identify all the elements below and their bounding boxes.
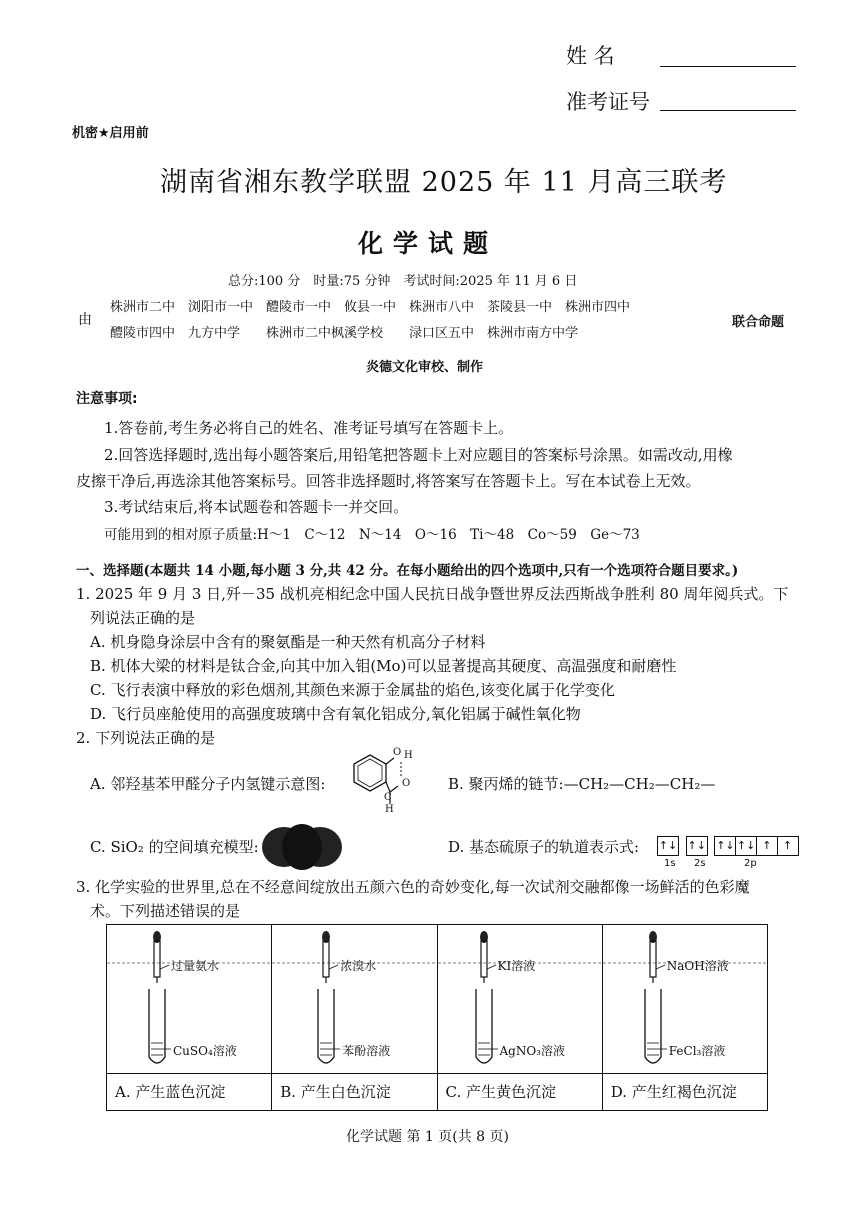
q2-option-a: A. 邻羟基苯甲醛分子内氢键示意图:: [90, 775, 326, 793]
name-label: 姓 名: [566, 44, 615, 68]
q2-option-d: D. 基态硫原子的轨道表示式:: [448, 838, 640, 856]
notice-item-1: 1.答卷前,考生务必将自己的姓名、准考证号填写在答题卡上。: [104, 419, 514, 437]
q2-option-c: C. SiO₂ 的空间填充模型:: [90, 838, 259, 856]
sulfur-orbital-diagram: [657, 834, 797, 856]
q3-stem: 3. 化学实验的世界里,总在不经意间绽放出五颜六色的奇妙变化,每一次试剂交融都像一场鲜活的色彩魔: [76, 878, 750, 896]
experiment-cell-b: [272, 925, 437, 1111]
orbital-2p-3: ↑: [756, 836, 778, 856]
name-blank: [660, 66, 796, 67]
schools-prefix: 由: [78, 312, 92, 328]
orbital-2s: ↑↓: [686, 836, 708, 856]
page-footer: 化学试题 第 1 页(共 8 页): [346, 1129, 509, 1145]
schools-suffix: 联合命题: [732, 315, 785, 330]
sio2-space-filling-model: [258, 822, 348, 872]
orbital-2p-1: ↑↓: [714, 836, 736, 856]
reagent-label-b: 浓溴水: [340, 959, 377, 973]
experiment-cell-d: [602, 925, 767, 1111]
orbital-2p-4: ↑: [777, 836, 799, 856]
solution-label-a: CuSO₄溶液: [173, 1044, 237, 1058]
exam-title: 湖南省湘东教学联盟 2025 年 11 月高三联考: [160, 167, 728, 198]
q1-stem: 1. 2025 年 9 月 3 日,歼－35 战机亮相纪念中国人民抗日战争暨世界反法西斯战争胜利 80 周年阅兵式。下: [76, 585, 789, 603]
exam-id-label: 准考证号: [566, 90, 650, 114]
section-1-heading: 一、选择题(本题共 14 小题,每小题 3 分,共 42 分。在每小题给出的四个选项中,只有一个选项符合题目要求。): [76, 563, 739, 579]
subject-title: 化学试题: [358, 229, 499, 258]
notice-item-2: 2.回答选择题时,选出每小题答案后,用铅笔把答题卡上对应题目的答案标号涂黑。如需改动,用橡: [104, 446, 733, 464]
caption-c: C. 产生黄色沉淀: [438, 1073, 602, 1110]
experiment-cell-a: [107, 925, 272, 1111]
caption-d: D. 产生红褐色沉淀: [603, 1073, 767, 1110]
struct-oxygen: O: [393, 747, 402, 758]
reagent-label-c: KI溶液: [497, 959, 536, 973]
q2-stem: 2. 下列说法正确的是: [76, 729, 216, 747]
producer: 炎德文化审校、制作: [366, 360, 484, 375]
caption-a: A. 产生蓝色沉淀: [107, 1073, 271, 1110]
q1-option-d: D. 飞行员座舱使用的高强度玻璃中含有氧化铝成分,氧化铝属于碱性氧化物: [90, 705, 581, 723]
experiment-cell-c: [437, 925, 602, 1111]
reagent-label-d: NaOH溶液: [666, 959, 729, 973]
caption-b: B. 产生白色沉淀: [272, 1073, 436, 1110]
q1-option-a: A. 机身隐身涂层中含有的聚氨酯是一种天然有机高分子材料: [90, 633, 486, 651]
q2-option-b: B. 聚丙烯的链节:—CH₂—CH₂—CH₂—: [448, 775, 716, 793]
solution-label-b: 苯酚溶液: [342, 1044, 391, 1058]
orbital-1s: ↑↓: [657, 836, 679, 856]
orbital-label-2p: 2p: [744, 858, 757, 869]
atomic-masses: 可能用到的相对原子质量:H～1 C～12 N～14 O～16 Ti～48 Co～59 Ge～73: [104, 527, 640, 543]
orbital-2p-2: ↑↓: [735, 836, 757, 856]
struct-carbon: C: [384, 792, 392, 803]
notice-item-3: 3.考试结束后,将本试题卷和答题卡一并交回。: [104, 498, 409, 516]
struct-hydrogen-bottom: H: [385, 804, 394, 815]
experiment-table: [106, 924, 768, 1111]
notice-heading: 注意事项:: [76, 391, 138, 407]
secret-label: 机密★启用前: [72, 126, 149, 141]
solution-label-c: AgNO₃溶液: [499, 1044, 565, 1058]
exam-meta: 总分:100 分 时量:75 分钟 考试时间:2025 年 11 月 6 日: [228, 274, 578, 289]
orbital-label-2s: 2s: [694, 858, 706, 869]
struct-oxygen-2: O: [402, 778, 411, 789]
q1-stem-cont: 列说法正确的是: [90, 609, 196, 627]
q3-stem-cont: 术。下列描述错误的是: [90, 902, 241, 920]
orbital-label-1s: 1s: [664, 858, 676, 869]
schools-row1: 株洲市二中 浏阳市一中 醴陵市一中 攸县一中 株洲市八中 茶陵县一中 株洲市四中: [110, 300, 631, 315]
solution-label-d: FeCl₃溶液: [668, 1044, 726, 1058]
q1-option-c: C. 飞行表演中释放的彩色烟剂,其颜色来源于金属盐的焰色,该变化属于化学变化: [90, 681, 616, 699]
struct-hydrogen-top: H: [404, 750, 413, 761]
schools-row2: 醴陵市四中 九方中学 株洲市二中枫溪学校 渌口区五中 株洲市南方中学: [110, 326, 579, 341]
reagent-label-a: 过量氨水: [171, 959, 220, 973]
exam-id-blank: [660, 110, 796, 111]
notice-item-2-cont: 皮擦干净后,再选涂其他答案标号。回答非选择题时,将答案写在答题卡上。写在本试卷上无效。: [76, 472, 701, 490]
q1-option-b: B. 机体大梁的材料是钛合金,向其中加入钼(Mo)可以显著提高其硬度、高温强度和耐磨性: [90, 657, 677, 675]
